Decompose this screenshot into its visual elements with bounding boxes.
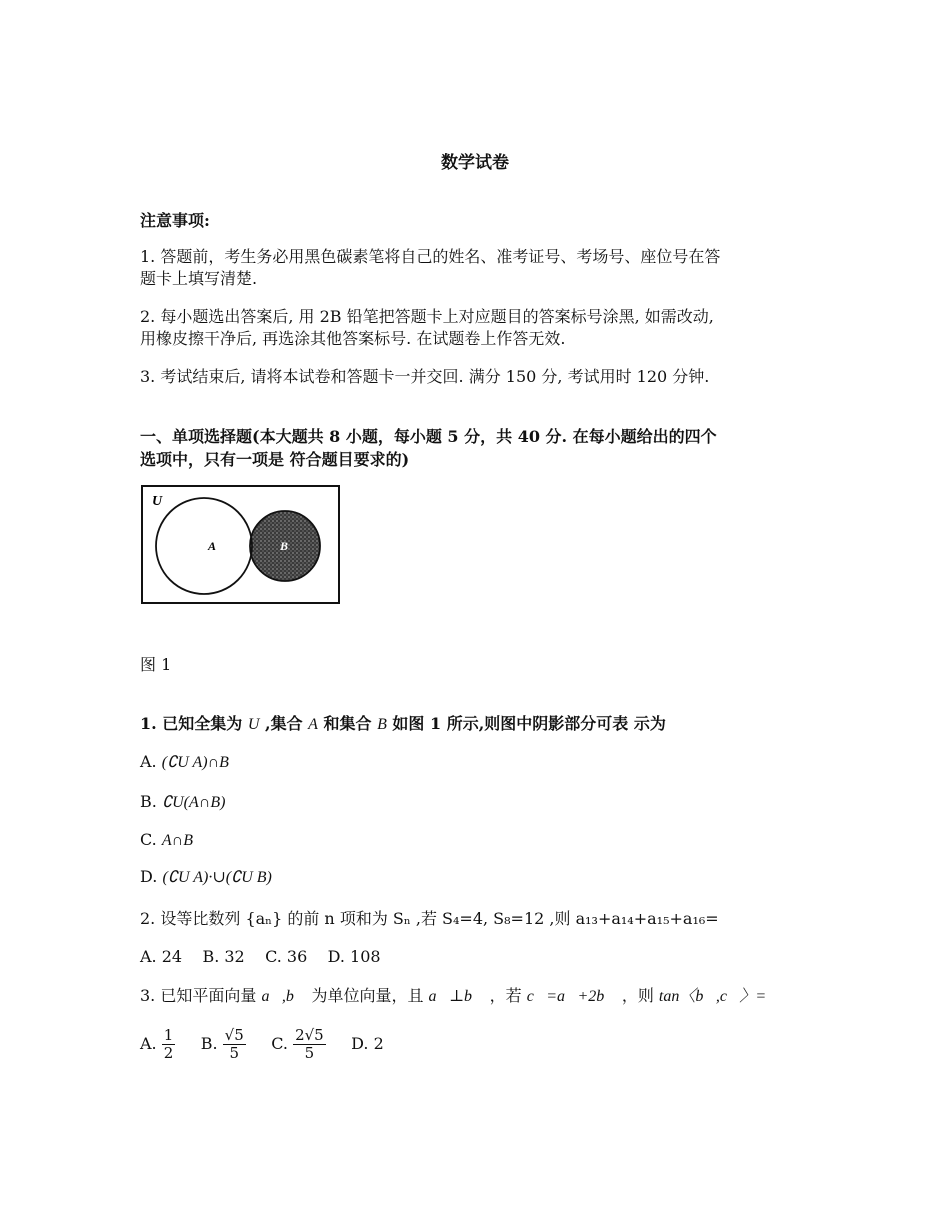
q1-text-d: 如图 1 所示,则图中阴影部分可表 示为 (386, 714, 666, 733)
option-expression: A∩B (161, 832, 193, 849)
section-heading-line2: 选项中，只有一项是 符合题目要求的) (140, 450, 410, 469)
option-label: B. (140, 792, 157, 811)
q2-option-c: C. 36 (265, 947, 308, 966)
universe-label: U (152, 494, 163, 509)
q3-text-a: 3. 已知平面向量 (140, 986, 257, 1005)
option-label: A. (140, 752, 157, 771)
page-title: 数学试卷 (441, 153, 509, 173)
q3-text-d: ，则 (621, 986, 654, 1005)
option-label: D. (140, 867, 158, 886)
q1-text-c: 和集合 (317, 714, 378, 733)
notice-item-2-line2: 用橡皮擦干净后, 再选涂其他答案标号. 在试题卷上作答无效. (140, 329, 566, 348)
numerator: √5 (224, 1026, 244, 1044)
q2-options (140, 946, 381, 968)
q1-option-b (140, 791, 225, 814)
q3-vector-c: c⃗=a⃗+2b⃗ (526, 988, 617, 1005)
q2-option-d: D. 108 (327, 947, 381, 966)
question-3-stem (140, 985, 766, 1008)
q2-option-a: A. 24 (140, 947, 183, 966)
q3-tan-expr: tan〈b⃗,c⃗〉= (658, 988, 767, 1005)
denominator: 5 (229, 1044, 239, 1062)
numerator: 2√5 (295, 1026, 324, 1044)
q3-option-b-label: B. (200, 1034, 218, 1053)
q1-symbol-b: B (377, 716, 387, 733)
q3-option-c-fraction (293, 1027, 326, 1062)
q3-option-c-label: C. (271, 1034, 288, 1053)
q3-options (140, 1024, 384, 1064)
q1-option-c (140, 829, 193, 852)
set-a-label: A (208, 539, 217, 553)
notice-heading: 注意事项: (140, 211, 210, 230)
q3-option-d-label: D. (351, 1034, 369, 1053)
q1-symbol-a: A (308, 716, 318, 733)
q3-text-c: ，若 (489, 986, 522, 1005)
q2-option-b: B. 32 (202, 947, 245, 966)
denominator: 2 (163, 1044, 174, 1062)
denominator: 5 (304, 1044, 315, 1062)
option-label: C. (140, 830, 157, 849)
question-2-stem: 2. 设等比数列 {aₙ} 的前 n 项和为 Sₙ ,若 S₄=4, S₈=12 ,则 a₁₃+a₁₄+a₁₅+a₁₆= (140, 909, 719, 928)
question-1-stem (140, 713, 666, 736)
q1-text-b: ,集合 (259, 714, 309, 733)
q3-option-a-fraction (162, 1027, 176, 1062)
q3-perpendicular: a⃗⊥b⃗ (428, 988, 485, 1005)
figure-caption: 图 1 (140, 655, 172, 674)
q3-option-d-value: 2 (373, 1034, 384, 1053)
q1-text-a: 1. 已知全集为 (140, 714, 248, 733)
q3-option-b-fraction (223, 1027, 246, 1062)
section-heading-line1: 一、单项选择题(本大题共 8 小题，每小题 5 分，共 40 分. 在每小题给出的四个 (140, 427, 717, 446)
q3-option-a-label: A. (140, 1034, 157, 1053)
notice-item-1-line2: 题卡上填写清楚. (140, 269, 258, 288)
q1-symbol-u: U (247, 716, 260, 733)
q1-option-a (140, 751, 229, 774)
numerator: 1 (163, 1026, 174, 1044)
q1-option-d (140, 866, 272, 889)
q3-text-b: 为单位向量，且 (311, 986, 424, 1005)
set-b-label: B (280, 539, 289, 553)
notice-item-1-line1: 1. 答题前，考生务必用黑色碳素笔将自己的姓名、准考证号、考场号、座位号在答 (140, 247, 721, 266)
venn-diagram (140, 484, 342, 606)
notice-item-3: 3. 考试结束后, 请将本试卷和答题卡一并交回. 满分 150 分, 考试用时 120 分钟. (140, 367, 710, 386)
notice-item-2-line1: 2. 每小题选出答案后, 用 2B 铅笔把答题卡上对应题目的答案标号涂黑, 如需改动, (140, 307, 714, 326)
option-expression: (∁U A)·∪(∁U B) (162, 869, 272, 886)
q3-vectors-ab: a⃗,b⃗ (261, 988, 307, 1005)
option-expression: (∁U A)∩B (161, 754, 229, 771)
option-expression: ∁U(A∩B) (161, 794, 226, 811)
